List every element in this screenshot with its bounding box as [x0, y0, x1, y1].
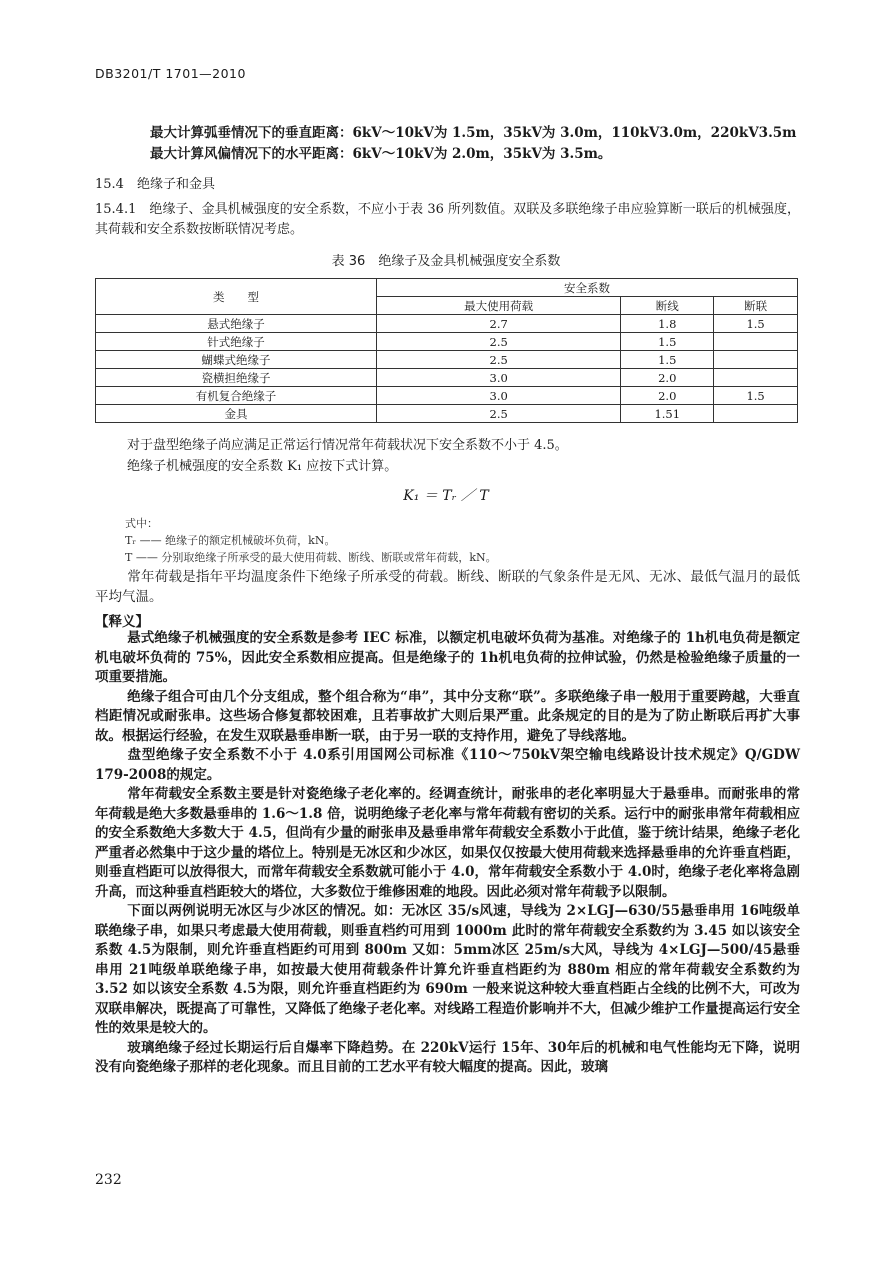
table-cell: 1.5 [714, 387, 798, 405]
table-caption: 表 36 绝缘子及金具机械强度安全系数 [331, 254, 561, 269]
table-cell: 3.0 [377, 387, 621, 405]
where-line-tr: Tᵣ —— 绝缘子的额定机械破坏负荷，kN。 [125, 534, 336, 547]
table-cell: 蝴蝶式绝缘子 [96, 351, 377, 369]
doc-header-code: DB3201/T 1701—2010 [95, 66, 246, 81]
where-line-t: T —— 分别取绝缘子所承受的最大使用荷载、断线、断联或常年荷载，kN。 [125, 551, 497, 564]
explain-para-5: 下面以两例说明无冰区与少冰区的情况。如：无冰区 35/s风速，导线为 2×LGJ—630/55悬垂串用 16吨级单联绝缘子串，如果只考虑最大使用荷载，则垂直档约可用到 1000m 此时的常年荷载安全系数约为 3.45 如以该安全系数 4.5为限制，则允许垂直档距约可用到 800m 又如：5mm冰区 25m/s大风，导线为 4×LGJ—500/45悬垂串用 21吨级单联绝缘子串，如按最大使用荷载条件计算允许垂直档距约为 880m 相应的常年荷载安全系数约为 3.52 如以该安全系数 4.5为限，则允许垂直档距约为 690m 一般来说这种较大垂直档距占全线的比例不大，可改为双联串解决，既提高了可靠性，又降低了绝缘子老化率。对线路工程造价影响并不大，但减少维护工作量提高运行安全性的效果是较大的。 [95, 903, 800, 1036]
explain-para-4: 常年荷载安全系数主要是针对瓷绝缘子老化率的。经调查统计，耐张串的老化率明显大于悬垂串。而耐张串的常年荷载是绝大多数悬垂串的 1.6～1.8 倍，说明绝缘子老化率与常年荷载有密切的关系。运行中的耐张串常年荷载相应的安全系数绝大多数大于 4.5，但尚有少量的耐张串及悬垂串常年荷载安全系数小于此值，鉴于统计结果，绝缘子老化严重者必然集中于这少量的塔位上。特别是无冰区和少冰区，如果仅仅按最大使用荷载来选择悬垂串的允许垂直档距，则垂直档距可以放得很大，而常年荷载安全系数就可能小于 4.0，常年荷载安全系数小于 4.0时，绝缘子老化率将急剧升高，而这种垂直档距较大的塔位，大多数位于维修困难的地段。因此必须对常年荷载予以限制。 [95, 786, 800, 900]
disc-insulator-note: 对于盘型绝缘子尚应满足正常运行情况常年荷载状况下安全系数不小于 4.5。 [127, 438, 568, 453]
annual-load-sentence: 常年荷载是指年平均温度条件下绝缘子所承受的荷载。断线、断联的气象条件是无风、无冰、最低气温月的最低平均气温。 [95, 569, 800, 605]
explain-title: 【释义】 [95, 614, 149, 630]
table-cell [714, 351, 798, 369]
annual-load-text [95, 568, 800, 607]
table-cell: 1.5 [714, 315, 798, 333]
table-cell: 2.7 [377, 315, 621, 333]
table-header-broken-string: 断联 [714, 297, 798, 315]
vertical-distance-line: 最大计算弧垂情况下的垂直距离：6kV～10kV为 1.5m，35kV为 3.0m，110kV3.0m，220kV3.5m [150, 125, 797, 141]
table-cell [714, 405, 798, 423]
table-cell: 2.5 [377, 405, 621, 423]
table-cell: 1.5 [621, 351, 714, 369]
explain-para-2: 绝缘子组合可由几个分支组成，整个组合称为“串”，其中分支称“联”。多联绝缘子串一般用于重要跨越，大垂直档距情况或耐张串。这些场合修复都较困难，且若事故扩大则后果严重。此条规定的目的是为了防止断联后再扩大事故。根据运行经验，在发生双联悬垂串断一联，由于另一联的支持作用，避免了导线落地。 [95, 688, 800, 744]
safety-factor-formula: K₁ ＝ Tᵣ ／ T [403, 488, 489, 504]
table-cell: 2.5 [377, 333, 621, 351]
table-cell: 针式绝缘子 [96, 333, 377, 351]
table-header-group: 安全系数 [377, 279, 798, 297]
table-cell [714, 333, 798, 351]
safety-factor-table [95, 278, 798, 423]
explain-para-6: 玻璃绝缘子经过长期运行后自爆率下降趋势。在 220kV运行 15年、30年后的机械和电气性能均无下降，说明没有向瓷绝缘子那样的老化现象。而且目前的工艺水平有较大幅度的提高。因此，玻璃 [95, 1039, 800, 1075]
section-title: 15.4 绝缘子和金具 [95, 177, 215, 192]
section-text: 15.4.1 绝缘子、金具机械强度的安全系数，不应小于表 36 所列数值。双联及多联绝缘子串应验算断一联后的机械强度，其荷载和安全系数按断联情况考虑。 [95, 202, 800, 237]
explain-body [95, 629, 800, 1078]
table-cell: 1.51 [621, 405, 714, 423]
table-row [96, 351, 798, 369]
table-header-max-load: 最大使用荷载 [377, 297, 621, 315]
table-row [96, 405, 798, 423]
explain-para-1: 悬式绝缘子机械强度的安全系数是参考 IEC 标准，以额定机电破坏负荷为基准。对绝缘子的 1h机电负荷是额定机电破坏负荷的 75%，因此安全系数相应提高。但是绝缘子的 1h机电负荷的拉伸试验，仍然是检验绝缘子质量的一项重要措施。 [95, 630, 800, 685]
formula-intro: 绝缘子机械强度的安全系数 K₁ 应按下式计算。 [127, 459, 398, 474]
table-cell: 2.5 [377, 351, 621, 369]
table-row [96, 315, 798, 333]
table-header-broken-line: 断线 [621, 297, 714, 315]
table-cell: 悬式绝缘子 [96, 315, 377, 333]
table-cell: 2.0 [621, 369, 714, 387]
table-cell: 瓷横担绝缘子 [96, 369, 377, 387]
table-cell: 1.5 [621, 333, 714, 351]
explain-para-3: 盘型绝缘子安全系数不小于 4.0系引用国网公司标准《110～750kV架空输电线路设计技术规定》Q/GDW 179-2008的规定。 [95, 747, 800, 783]
table-cell: 金具 [96, 405, 377, 423]
page-number: 232 [95, 1172, 122, 1188]
table-row [96, 387, 798, 405]
table-cell: 1.8 [621, 315, 714, 333]
table-cell [714, 369, 798, 387]
table-row [96, 333, 798, 351]
where-label: 式中： [125, 517, 158, 530]
table-cell: 2.0 [621, 387, 714, 405]
table-cell: 3.0 [377, 369, 621, 387]
table-header-type: 类 型 [96, 279, 377, 315]
horizontal-distance-line: 最大计算风偏情况下的水平距离：6kV～10kV为 2.0m，35kV为 3.5m。 [150, 146, 612, 162]
table-row [96, 369, 798, 387]
table-cell: 有机复合绝缘子 [96, 387, 377, 405]
